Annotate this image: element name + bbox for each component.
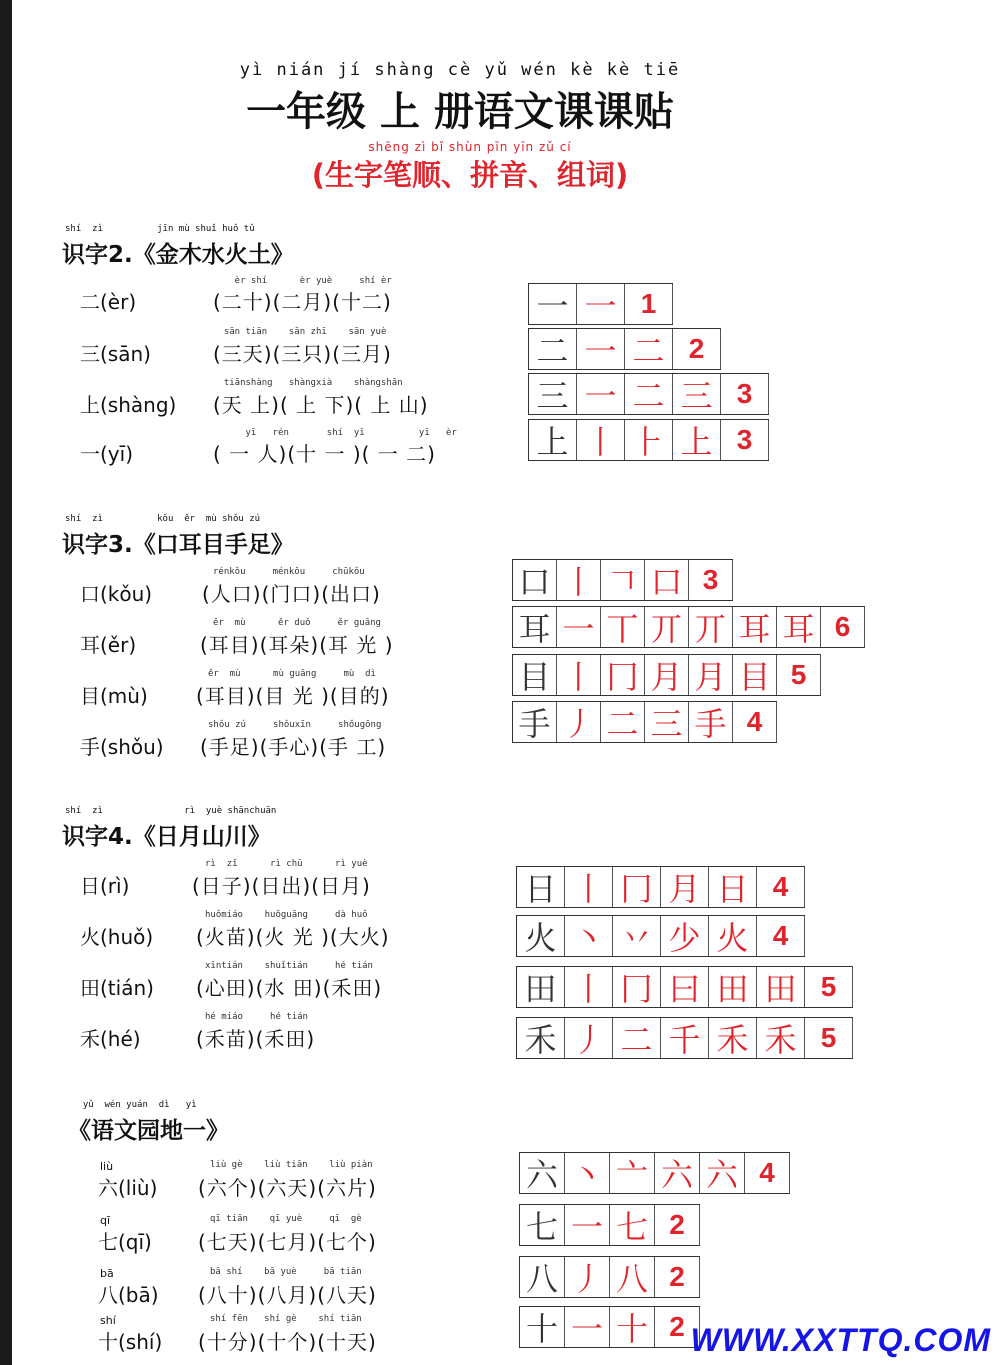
stroke-order-row [528,328,721,370]
stroke-cell: 三 [529,374,577,414]
stroke-cell: 田 [517,967,565,1007]
word-list: (耳目)(目 光 )(目的) [196,684,390,708]
stroke-cell: 𠃍 [601,560,645,600]
stroke-cell: 丨 [565,867,613,907]
stroke-cell: 日 [517,867,565,907]
stroke-cell: 六 [655,1153,700,1193]
stroke-cell: 禾 [757,1018,805,1058]
word-list: (三天)(三只)(三月) [213,342,392,366]
stroke-cell: 目 [733,655,777,695]
stroke-cell: 禾 [709,1018,757,1058]
word-pinyin: ěr mù mù guāng mù dì [208,669,376,679]
stroke-count: 4 [757,867,805,907]
section-title: 识字2.《金木水火土》 [62,242,294,268]
stroke-cell: 十 [610,1307,655,1347]
left-border-bar [0,0,12,1365]
stroke-cell: 七 [610,1205,655,1245]
stroke-count: 4 [757,916,805,956]
stroke-cell: 丿 [557,702,601,742]
stroke-cell: 千 [661,1018,709,1058]
stroke-cell: 丿 [565,1257,610,1297]
stroke-cell: 二 [613,1018,661,1058]
stroke-count: 3 [689,560,733,600]
char-entry: 田(tián) [80,976,154,1000]
stroke-cell: 冂 [613,967,661,1007]
stroke-order-row [528,373,769,415]
subtitle-pinyin: shēng zì bǐ shùn pīn yīn zǔ cí [368,140,572,154]
stroke-cell: 口 [645,560,689,600]
stroke-cell: 月 [689,655,733,695]
stroke-order-row [516,966,853,1008]
stroke-cell: 十 [520,1307,565,1347]
stroke-count: 3 [721,420,769,460]
section-title-pinyin: shí zì kǒu ěr mù shǒu zú [65,514,261,524]
stroke-cell: 耳 [777,607,821,647]
char-entry: 日(rì) [80,874,130,898]
stroke-cell: 八 [610,1257,655,1297]
stroke-cell: 丿 [565,1018,613,1058]
stroke-cell: 六 [520,1153,565,1193]
page-title: 一年级 上 册语文课课贴 [246,89,674,135]
stroke-cell: 一 [529,284,577,324]
stroke-cell: 丅 [601,607,645,647]
stroke-count: 2 [673,329,721,369]
char-pinyin: liù [100,1160,114,1173]
stroke-count: 2 [655,1307,700,1347]
stroke-cell: ⺊ [625,420,673,460]
word-list: (禾苗)(禾田) [196,1027,316,1051]
word-list: (火苗)(火 光 )(大火) [196,925,390,949]
stroke-cell: 八 [520,1257,565,1297]
stroke-cell: 亠 [610,1153,655,1193]
stroke-order-row [528,283,673,325]
section-title: 《语文园地一》 [68,1118,229,1144]
word-list: (天 上)( 上 下)( 上 山) [213,393,429,417]
char-entry: 十(shí) [98,1330,163,1354]
stroke-cell: 六 [700,1153,745,1193]
section-title: 识字4.《日月山川》 [62,824,271,850]
stroke-cell: 日 [709,867,757,907]
char-entry: 六(liù) [98,1176,158,1200]
stroke-count: 5 [805,1018,853,1058]
word-pinyin: huǒmiáo huǒguāng dà huǒ [205,910,368,920]
char-entry: 七(qī) [98,1230,152,1254]
section-title-pinyin: yǔ wén yuán dì yì [72,1100,197,1110]
stroke-cell: 手 [689,702,733,742]
word-pinyin: sān tiān sān zhī sān yuè [213,327,387,337]
stroke-order-row [528,419,769,461]
stroke-cell: 一 [577,329,625,369]
word-list: (十分)(十个)(十天) [198,1330,377,1354]
word-list: (八十)(八月)(八天) [198,1283,377,1307]
stroke-cell: 二 [625,374,673,414]
stroke-count: 6 [821,607,865,647]
stroke-count: 5 [805,967,853,1007]
stroke-count: 2 [655,1205,700,1245]
char-entry: 一(yī) [80,442,133,466]
stroke-cell: 一 [565,1205,610,1245]
page-subtitle: (生字笔顺、拼音、组词) [311,158,629,192]
stroke-cell: 一 [557,607,601,647]
stroke-cell: 上 [529,420,577,460]
word-list: (七天)(七月)(七个) [198,1230,377,1254]
stroke-order-row [512,559,733,601]
stroke-count: 4 [733,702,777,742]
section-title-pinyin: shí zì jīn mù shuǐ huǒ tǔ [65,224,255,234]
word-list: (心田)(水 田)(禾田) [196,976,383,1000]
stroke-cell: 禾 [517,1018,565,1058]
stroke-order-row [512,606,865,648]
word-list: (耳目)(耳朵)(耳 光 ) [200,633,394,657]
char-pinyin: qī [100,1214,111,1227]
stroke-count: 5 [777,655,821,695]
stroke-cell: 一 [577,284,625,324]
word-pinyin: shí fēn shí gè shí tiān [210,1314,362,1324]
word-pinyin: èr shí èr yuè shí èr [213,276,392,286]
stroke-cell: 丶 [565,916,613,956]
stroke-cell: 火 [709,916,757,956]
word-pinyin: rénkǒu ménkǒu chūkǒu [213,567,365,577]
stroke-count: 4 [745,1153,790,1193]
stroke-cell: 丨 [557,560,601,600]
stroke-cell: 月 [645,655,689,695]
stroke-count: 2 [655,1257,700,1297]
stroke-cell: 冂 [601,655,645,695]
stroke-order-row [516,866,805,908]
stroke-count: 3 [721,374,769,414]
stroke-cell: 七 [520,1205,565,1245]
stroke-cell: 丨 [577,420,625,460]
site-watermark: WWW.XXTTQ.COM [690,1322,991,1358]
stroke-order-row [519,1306,700,1348]
char-entry: 二(èr) [80,290,137,314]
char-entry: 口(kǒu) [80,582,153,606]
char-entry: 耳(ěr) [80,633,137,657]
stroke-cell: 二 [529,329,577,369]
word-list: (手足)(手心)(手 工) [200,735,387,759]
char-entry: 目(mù) [80,684,148,708]
stroke-cell: 曰 [661,967,709,1007]
char-pinyin: bā [100,1267,114,1280]
word-list: (二十)(二月)(十二) [213,290,392,314]
word-pinyin: bā shí bā yuè bā tiān [210,1267,362,1277]
word-list: ( 一 人)(十 一 )( 一 二) [213,442,436,466]
stroke-cell: 月 [661,867,709,907]
stroke-cell: 上 [673,420,721,460]
stroke-count: 1 [625,284,673,324]
word-pinyin: xīntián shuǐtián hé tián [205,961,373,971]
stroke-cell: 三 [673,374,721,414]
stroke-cell: 丶 [565,1153,610,1193]
char-entry: 火(huǒ) [80,925,154,949]
stroke-order-row [516,1017,853,1059]
word-list: (日子)(日出)(日月) [192,874,371,898]
char-pinyin: shí [100,1314,116,1327]
word-pinyin: tiānshàng shàngxià shàngshān [213,378,403,388]
section-title: 识字3.《口耳目手足》 [62,532,294,558]
char-entry: 禾(hé) [80,1027,141,1051]
stroke-order-row [519,1204,700,1246]
stroke-cell: 田 [709,967,757,1007]
stroke-cell: 丌 [689,607,733,647]
stroke-order-row [519,1152,790,1194]
stroke-order-row [512,654,821,696]
stroke-cell: 少 [661,916,709,956]
word-list: (六个)(六天)(六片) [198,1176,377,1200]
stroke-cell: 火 [517,916,565,956]
stroke-cell: 耳 [733,607,777,647]
section-title-pinyin: shí zì rì yuè shānchuān [65,806,277,816]
stroke-order-row [512,701,777,743]
stroke-cell: 口 [513,560,557,600]
stroke-cell: 三 [645,702,689,742]
stroke-cell: 一 [577,374,625,414]
stroke-cell: 冂 [613,867,661,907]
stroke-cell: 二 [625,329,673,369]
stroke-order-row [516,915,805,957]
char-entry: 三(sān) [80,342,151,366]
stroke-cell: 丌 [645,607,689,647]
stroke-cell: 丨 [565,967,613,1007]
stroke-cell: 目 [513,655,557,695]
char-entry: 八(bā) [98,1283,159,1307]
word-pinyin: qī tiān qī yuè qī gè [210,1214,362,1224]
title-pinyin: yì nián jí shàng cè yǔ wén kè kè tiē [239,60,681,80]
word-pinyin: rì zǐ rì chū rì yuè [205,859,368,869]
stroke-cell: 一 [565,1307,610,1347]
word-pinyin: ěr mù ěr duǒ ěr guāng [213,618,381,628]
stroke-cell: 丷 [613,916,661,956]
word-list: (人口)(门口)(出口) [202,582,381,606]
word-pinyin: shǒu zú shǒuxīn shǒugōng [208,720,382,730]
word-pinyin: hé miáo hé tián [205,1012,308,1022]
word-pinyin: yī rén shí yī yī èr [213,428,457,438]
stroke-cell: 耳 [513,607,557,647]
char-entry: 上(shàng) [80,393,177,417]
stroke-cell: 田 [757,967,805,1007]
word-pinyin: liù gè liù tiān liù piàn [210,1160,373,1170]
stroke-cell: 二 [601,702,645,742]
char-entry: 手(shǒu) [80,735,164,759]
stroke-order-row [519,1256,700,1298]
stroke-cell: 丨 [557,655,601,695]
stroke-cell: 手 [513,702,557,742]
